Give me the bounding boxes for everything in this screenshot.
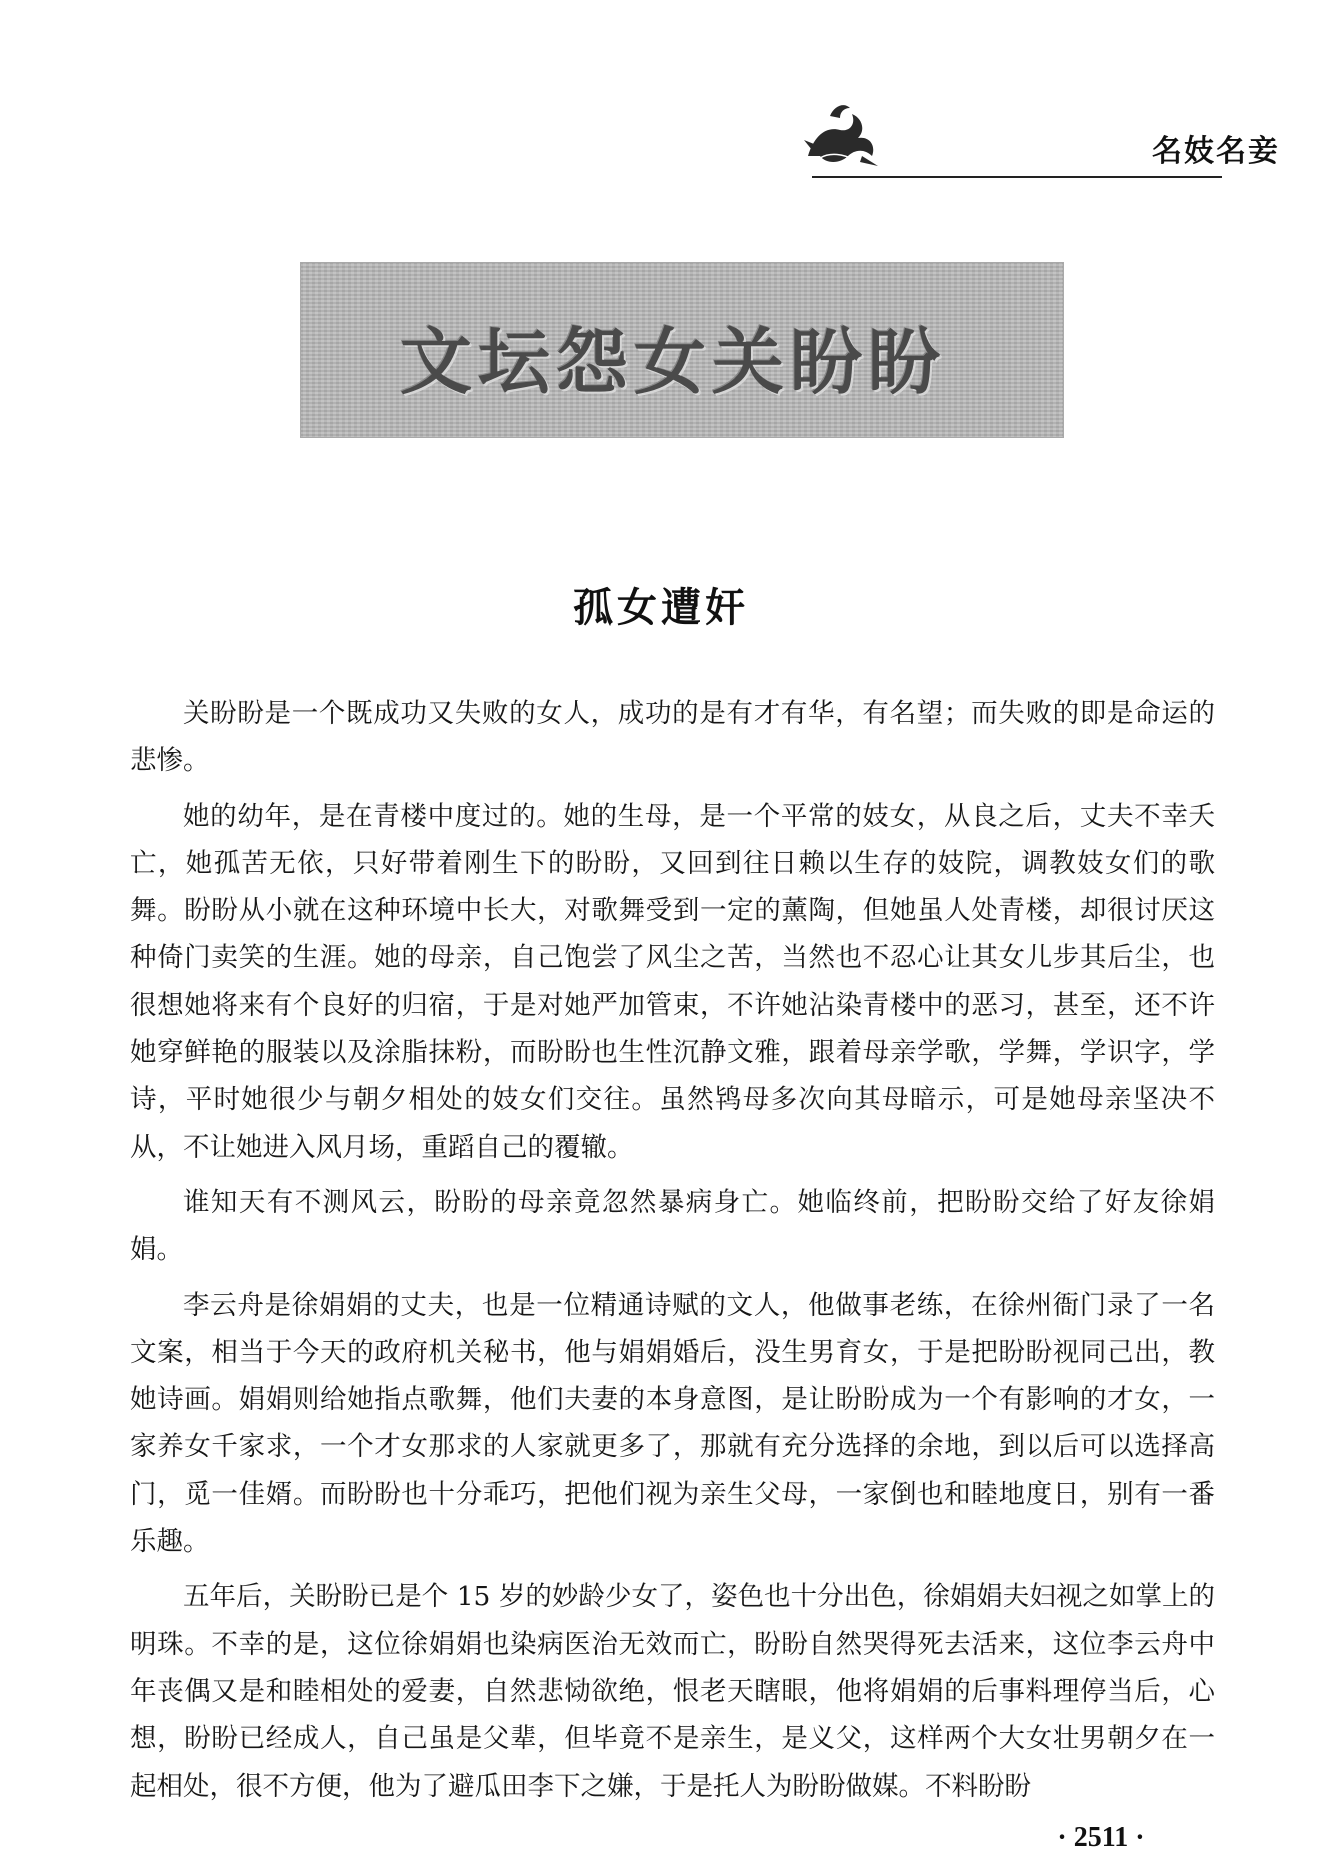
dragon-emblem-icon bbox=[800, 96, 884, 172]
body-text bbox=[130, 690, 1215, 1818]
section-heading: 孤女遭奸 bbox=[573, 585, 749, 631]
paragraph: 她的幼年，是在青楼中度过的。她的生母，是一个平常的妓女，从良之后，丈夫不幸夭亡，她孤苦无依，只好带着刚生下的盼盼，又回到往日赖以生存的妓院，调教妓女们的歌舞。盼盼从小就在这种环境中长大，对歌舞受到一定的薰陶，但她虽人处青楼，却很讨厌这种倚门卖笑的生涯。她的母亲，自己饱尝了风尘之苦，当然也不忍心让其女儿步其后尘，也很想她将来有个良好的归宿，于是对她严加管束，不许她沾染青楼中的恶习，甚至，还不许她穿鲜艳的服装以及涂脂抹粉，而盼盼也生性沉静文雅，跟着母亲学歌，学舞，学识字，学诗，平时她很少与朝夕相处的妓女们交往。虽然鸨母多次向其母暗示，可是她母亲坚决不从，不让她进入风月场，重蹈自己的覆辙。 bbox=[130, 800, 1215, 1163]
paragraph: 关盼盼是一个既成功又失败的女人，成功的是有才有华，有名望；而失败的即是命运的悲惨。 bbox=[130, 698, 1215, 777]
page-number: · 2511 · bbox=[1057, 1822, 1145, 1853]
paragraph: 李云舟是徐娟娟的丈夫，也是一位精通诗赋的文人，他做事老练，在徐州衙门录了一名文案，相当于今天的政府机关秘书，他与娟娟婚后，没生男育女，于是把盼盼视同己出，教她诗画。娟娟则给她指点歌舞，他们夫妻的本身意图，是让盼盼成为一个有影响的才女，一家养女千家求，一个才女那求的人家就更多了，那就有充分选择的余地，到以后可以选择高门，觅一佳婿。而盼盼也十分乖巧，把他们视为亲生父母，一家倒也和睦地度日，别有一番乐趣。 bbox=[130, 1289, 1215, 1558]
paragraph: 五年后，关盼盼已是个 15 岁的妙龄少女了，姿色也十分出色，徐娟娟夫妇视之如掌上的明珠。不幸的是，这位徐娟娟也染病医治无效而亡，盼盼自然哭得死去活来，这位李云舟中年丧偶又是和睦相处的爱妻，自然悲恸欲绝，恨老天瞎眼，他将娟娟的后事料理停当后，心想，盼盼已经成人，自己虽是父辈，但毕竟不是亲生，是义父，这样两个大女壮男朝夕在一起相处，很不方便，他为了避瓜田李下之嫌，于是托人为盼盼做媒。不料盼盼 bbox=[130, 1581, 1215, 1802]
running-header-title: 名妓名妾 bbox=[1152, 134, 1280, 169]
chapter-title: 文坛怨女关盼盼 bbox=[400, 319, 947, 404]
paragraph: 谁知天有不测风云，盼盼的母亲竟忽然暴病身亡。她临终前，把盼盼交给了好友徐娟娟。 bbox=[130, 1186, 1215, 1266]
header-divider bbox=[812, 176, 1222, 178]
chapter-banner bbox=[300, 262, 1064, 438]
